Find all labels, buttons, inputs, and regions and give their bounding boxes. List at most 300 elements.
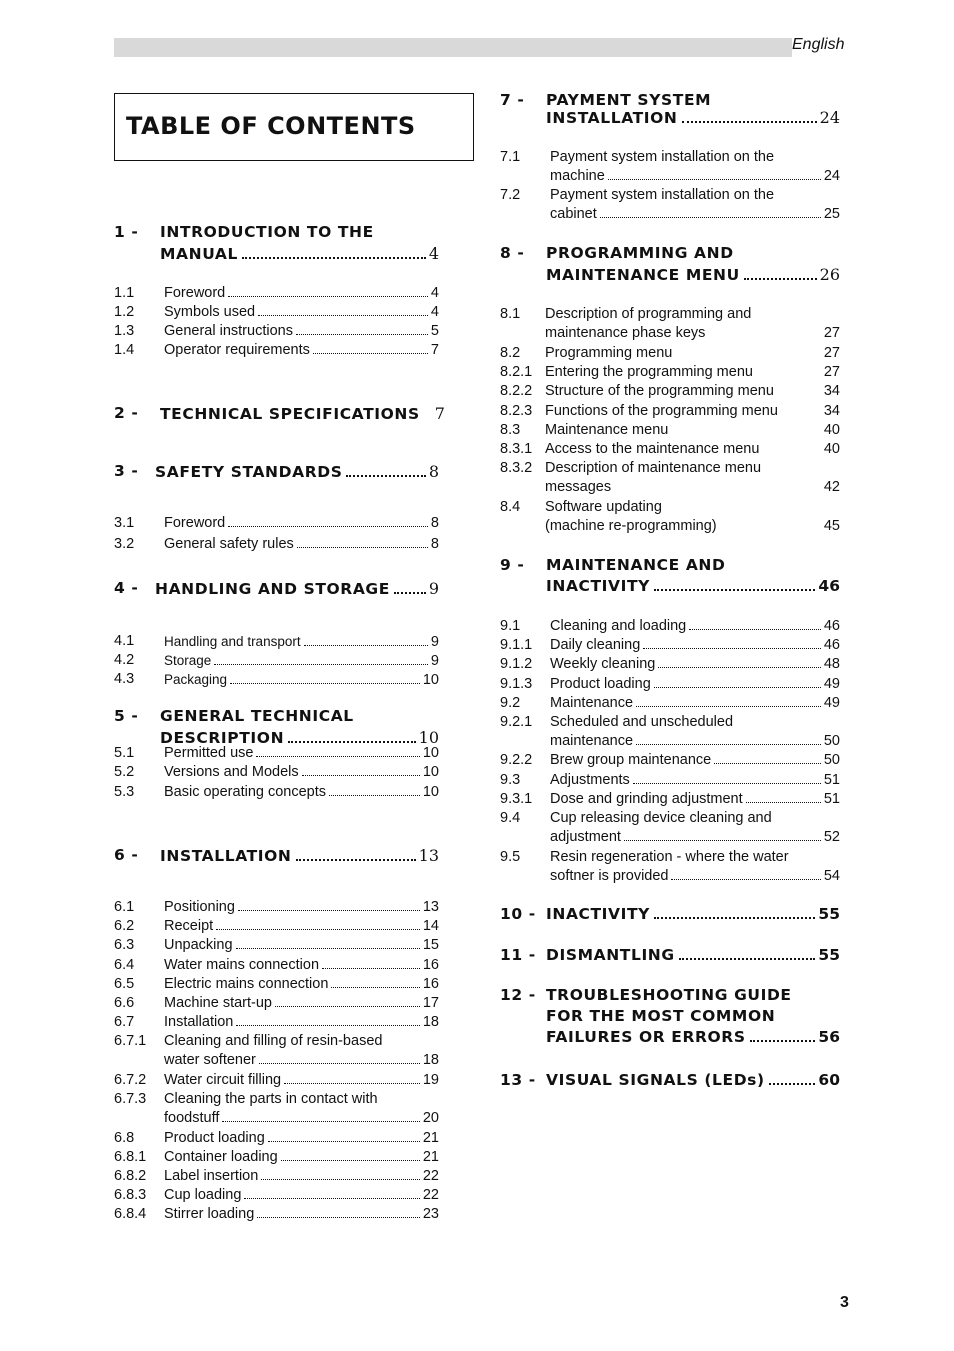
toc-entry: [500, 751, 840, 770]
toc-section: [114, 578, 439, 600]
entry-title-block: [550, 771, 840, 790]
entry-number: 6.1: [114, 899, 135, 915]
section-page: 55: [818, 905, 840, 923]
leader-dots: [281, 1160, 420, 1161]
leader-dots: [296, 334, 428, 335]
section-leader-line: [546, 1027, 840, 1048]
entry-number: 9.1: [500, 618, 521, 634]
section-title-block: [160, 222, 439, 265]
entry-title-block: [164, 1013, 439, 1032]
section-number: 4 -: [114, 579, 139, 597]
toc-entry: [114, 322, 439, 341]
entry-title: Daily cleaning: [550, 637, 641, 653]
entry-title: Storage: [164, 653, 212, 668]
entry-number: 6.4: [114, 957, 135, 973]
entry-page: 9: [430, 653, 439, 669]
entry-title-line: Software updating: [545, 499, 662, 515]
toc-entry: [114, 651, 439, 671]
entry-number: 9.3.1: [500, 791, 533, 807]
entry-page: 19: [422, 1072, 439, 1088]
entry-number: 9.1.2: [500, 656, 533, 672]
entry-page: 34: [823, 403, 840, 419]
section-title: TECHNICAL SPECIFICATIONS: [160, 405, 420, 423]
leader-dots: [682, 121, 817, 123]
entry-title-block: [164, 1071, 439, 1090]
entry-number: 7.2: [500, 187, 521, 203]
entry-title-line: Scheduled and unscheduled: [550, 714, 734, 730]
section-title-line: FOR THE MOST COMMON: [546, 1007, 776, 1025]
leader-dots: [297, 547, 428, 548]
leader-dots: [394, 592, 426, 594]
entry-title: (machine re-programming): [545, 518, 717, 534]
entry-title: Product loading: [164, 1130, 265, 1146]
leader-dots: [679, 958, 816, 960]
leader-dots: [302, 775, 420, 776]
entry-number: 8.3.1: [500, 441, 533, 457]
entry-number: 9.2.2: [500, 752, 533, 768]
entry-number: 8.2.1: [500, 364, 533, 380]
section-page: 24: [819, 108, 840, 127]
section-title: DISMANTLING: [546, 946, 675, 964]
entry-number: 5.2: [114, 764, 135, 780]
section-page: 60: [818, 1071, 840, 1089]
entry-title-block: [164, 1186, 439, 1205]
leader-dots: [643, 648, 821, 649]
entry-title: Weekly cleaning: [550, 656, 656, 672]
section-page: 8: [428, 462, 439, 481]
entry-page: 8: [430, 515, 439, 531]
entry-number: 6.7: [114, 1014, 135, 1030]
toc-entry: [114, 535, 439, 554]
section-title-line: PAYMENT SYSTEM: [546, 91, 712, 109]
section-title-line: TROUBLESHOOTING GUIDE: [546, 986, 792, 1004]
leader-dots: [288, 741, 415, 743]
entry-title: cabinet: [550, 206, 597, 222]
toc-entry: [500, 402, 840, 421]
toc-entry: [500, 636, 840, 655]
entry-number: 9.1.3: [500, 676, 533, 692]
toc-entry: [500, 363, 840, 382]
section-title: FAILURES OR ERRORS: [546, 1028, 746, 1046]
entry-title-block: [550, 713, 840, 751]
section-number: 8 -: [500, 244, 525, 262]
toc-entry: [114, 303, 439, 322]
entry-page: 21: [422, 1149, 439, 1165]
entry-leader-line: [164, 1148, 439, 1167]
entry-leader-line: [545, 421, 840, 440]
leader-dots: [238, 910, 420, 911]
entry-number: 6.8.3: [114, 1187, 147, 1203]
entry-page: 16: [422, 976, 439, 992]
entry-leader-line: [164, 1186, 439, 1205]
entry-title: Symbols used: [164, 304, 256, 320]
entry-leader-line: [550, 167, 840, 186]
section-leader-line: [546, 1070, 840, 1091]
toc-entry: [114, 1071, 439, 1090]
section-page: 13: [418, 846, 439, 865]
entry-number: 9.2.1: [500, 714, 533, 730]
entry-title: water softener: [164, 1052, 256, 1068]
toc-entry: [114, 936, 439, 955]
entry-title: Dose and grinding adjustment: [550, 791, 743, 807]
toc-section: [500, 1070, 840, 1091]
entry-title: foodstuff: [164, 1110, 220, 1126]
leader-dots: [228, 526, 428, 527]
entry-title: Brew group maintenance: [550, 752, 712, 768]
entry-page: 10: [422, 672, 439, 688]
leader-dots: [296, 859, 416, 861]
entry-title: Versions and Models: [164, 764, 299, 780]
section-title-block: [546, 243, 840, 286]
toc-entry: [114, 1129, 439, 1148]
entry-title-block: [164, 917, 439, 936]
entry-title: Basic operating concepts: [164, 784, 327, 800]
entry-title-block: [545, 363, 840, 382]
entry-number: 8.1: [500, 306, 521, 322]
entry-title-block: [164, 535, 439, 554]
entry-leader-line: [164, 651, 439, 671]
section-title-block: [546, 904, 840, 925]
entry-title: Stirrer loading: [164, 1206, 255, 1222]
leader-dots: [654, 589, 815, 591]
entry-page: 40: [823, 441, 840, 457]
section-title: INACTIVITY: [546, 577, 651, 595]
entry-leader-line: [550, 732, 840, 751]
entry-title-block: [545, 498, 840, 536]
toc-section: [500, 92, 840, 127]
entry-title-line: Cleaning and filling of resin-based: [164, 1033, 383, 1049]
leader-dots: [654, 687, 821, 688]
leader-dots: [600, 217, 821, 218]
entry-page: 49: [823, 676, 840, 692]
leader-dots: [322, 968, 420, 969]
section-title-block: [160, 403, 445, 425]
entry-title-block: [164, 651, 439, 671]
entry-title: maintenance: [550, 733, 634, 749]
toc-entry: [114, 1090, 439, 1128]
entry-title: Permitted use: [164, 745, 254, 761]
entry-title: Machine start-up: [164, 995, 272, 1011]
entry-page: 23: [422, 1206, 439, 1222]
toc-entry: [500, 498, 840, 536]
entry-number: 8.2: [500, 345, 521, 361]
entry-number: 9.4: [500, 810, 521, 826]
entry-title-block: [545, 402, 840, 421]
toc-entry: [114, 670, 439, 690]
entry-number: 1.3: [114, 323, 135, 339]
entry-number: 4.1: [114, 633, 135, 649]
toc-entry: [500, 675, 840, 694]
entry-leader-line: [550, 790, 840, 809]
toc-entry: [114, 917, 439, 936]
entry-leader-line: [164, 1071, 439, 1090]
toc-entry: [114, 284, 439, 303]
toc-entry: [114, 898, 439, 917]
leader-dots: [236, 1025, 420, 1026]
leader-dots: [744, 278, 817, 280]
entry-number: 8.2.2: [500, 383, 533, 399]
entry-page: 7: [430, 342, 439, 358]
entry-leader-line: [164, 917, 439, 936]
toc-title: TABLE OF CONTENTS: [126, 112, 416, 140]
leader-dots: [769, 1083, 816, 1085]
entry-leader-line: [164, 956, 439, 975]
leader-dots: [214, 664, 428, 665]
entry-title-block: [164, 1167, 439, 1186]
entry-page: 10: [422, 745, 439, 761]
toc-title-box: [114, 93, 474, 161]
toc-entry: [500, 421, 840, 440]
section-number: 2 -: [114, 404, 139, 422]
section-title: INSTALLATION: [546, 109, 678, 127]
entry-page: 51: [823, 772, 840, 788]
toc-entry: [500, 148, 840, 186]
toc-entry: [114, 994, 439, 1013]
header-bar: [114, 38, 792, 57]
toc-entry: [114, 975, 439, 994]
entry-number: 6.7.3: [114, 1091, 147, 1107]
section-title-block: [155, 461, 439, 483]
toc-entry: [500, 382, 840, 401]
section-title-block: [546, 985, 840, 1048]
entry-number: 3.1: [114, 515, 135, 531]
entry-leader-line: [545, 402, 840, 421]
entry-title-block: [164, 303, 439, 322]
entry-title: Installation: [164, 1014, 234, 1030]
entry-page: 48: [823, 656, 840, 672]
entry-title-block: [164, 936, 439, 955]
toc-entry: [114, 1186, 439, 1205]
leader-dots: [261, 1179, 420, 1180]
entry-leader-line: [164, 322, 439, 341]
entry-title-block: [164, 341, 439, 360]
entry-title-block: [550, 148, 840, 186]
entry-title-block: [164, 1129, 439, 1148]
leader-dots: [257, 1217, 420, 1218]
toc-section: [114, 222, 439, 265]
entry-title: Foreword: [164, 515, 226, 531]
section-leader-line: [155, 461, 439, 483]
entry-title: Label insertion: [164, 1168, 259, 1184]
section-page: 9: [428, 579, 439, 598]
leader-dots: [331, 987, 419, 988]
entry-title-block: [550, 655, 840, 674]
entry-title-block: [550, 751, 840, 770]
entry-leader-line: [164, 632, 439, 652]
entry-title: Container loading: [164, 1149, 278, 1165]
entry-number: 6.8.1: [114, 1149, 147, 1165]
entry-number: 8.2.3: [500, 403, 533, 419]
entry-title-block: [164, 994, 439, 1013]
entry-leader-line: [545, 517, 840, 536]
section-title-block: [546, 945, 840, 966]
entry-leader-line: [545, 440, 840, 459]
toc-entry: [114, 632, 439, 652]
entry-title: Water circuit filling: [164, 1072, 282, 1088]
entry-number: 8.3.2: [500, 460, 533, 476]
entry-title: Foreword: [164, 285, 226, 301]
leader-dots: [304, 645, 428, 646]
entry-leader-line: [550, 828, 840, 847]
leader-dots: [746, 802, 821, 803]
toc-entry: [114, 1148, 439, 1167]
entry-title: Cleaning and loading: [550, 618, 687, 634]
section-page: 56: [818, 1028, 840, 1046]
entry-title: General safety rules: [164, 536, 294, 552]
leader-dots: [636, 744, 821, 745]
entry-page: 49: [823, 695, 840, 711]
toc-entry: [114, 956, 439, 975]
leader-dots: [654, 917, 815, 919]
section-title: HANDLING AND STORAGE: [155, 580, 390, 598]
entry-page: 10: [422, 784, 439, 800]
leader-dots: [259, 1063, 420, 1064]
entry-number: 6.3: [114, 937, 135, 953]
entry-title-block: [550, 694, 840, 713]
entry-title: Programming menu: [545, 345, 673, 361]
entry-title-block: [164, 1148, 439, 1167]
toc-entry: [500, 771, 840, 790]
toc-section: [500, 904, 840, 925]
entry-title-block: [164, 1205, 439, 1224]
entry-number: 6.8.4: [114, 1206, 147, 1222]
entry-page: 18: [422, 1052, 439, 1068]
entry-title-block: [164, 322, 439, 341]
section-number: 9 -: [500, 556, 525, 574]
entry-page: 50: [823, 733, 840, 749]
leader-dots: [256, 756, 419, 757]
entry-leader-line: [164, 1205, 439, 1224]
entry-title-block: [164, 670, 439, 690]
entry-number: 6.7.2: [114, 1072, 147, 1088]
entry-title-block: [164, 284, 439, 303]
leader-dots: [284, 1083, 420, 1084]
leader-dots: [236, 948, 420, 949]
entry-number: 9.1.1: [500, 637, 533, 653]
entry-title-block: [164, 956, 439, 975]
entry-number: 5.3: [114, 784, 135, 800]
entry-title-block: [550, 617, 840, 636]
toc-entry: [500, 694, 840, 713]
toc-section: [114, 461, 439, 483]
entry-leader-line: [550, 655, 840, 674]
leader-dots: [608, 179, 821, 180]
toc-section: [114, 403, 445, 425]
entry-title: Access to the maintenance menu: [545, 441, 760, 457]
leader-dots: [689, 629, 821, 630]
entry-page: 5: [430, 323, 439, 339]
leader-dots: [216, 929, 420, 930]
entry-title: Structure of the programming menu: [545, 383, 774, 399]
entry-title-block: [545, 421, 840, 440]
toc-entry: [500, 848, 840, 886]
entry-leader-line: [164, 994, 439, 1013]
entry-title-block: [550, 186, 840, 224]
entry-title-block: [164, 744, 439, 763]
toc-section: [500, 243, 840, 286]
entry-page: 54: [823, 868, 840, 884]
entry-title: Positioning: [164, 899, 235, 915]
entry-page: 42: [823, 479, 840, 495]
leader-dots: [313, 353, 428, 354]
entry-number: 9.2: [500, 695, 521, 711]
entry-leader-line: [164, 284, 439, 303]
entry-title-line: Cup releasing device cleaning and: [550, 810, 772, 826]
entry-leader-line: [164, 1167, 439, 1186]
entry-leader-line: [164, 763, 439, 782]
section-title: VISUAL SIGNALS (LEDs): [546, 1071, 765, 1089]
entry-leader-line: [164, 303, 439, 322]
entry-number: 1.1: [114, 285, 135, 301]
entry-page: 24: [823, 168, 840, 184]
leader-dots: [230, 683, 420, 684]
entry-page: 16: [422, 957, 439, 973]
entry-leader-line: [164, 1129, 439, 1148]
entry-number: 6.2: [114, 918, 135, 934]
entry-title-block: [164, 975, 439, 994]
section-leader-line: [546, 904, 840, 925]
section-title-line: INTRODUCTION TO THE: [160, 223, 374, 241]
entry-number: 8.4: [500, 499, 521, 515]
entry-page: 27: [823, 345, 840, 361]
section-number: 5 -: [114, 707, 139, 725]
leader-dots: [750, 1040, 816, 1042]
entry-leader-line: [164, 341, 439, 360]
toc-entry: [114, 1013, 439, 1032]
entry-page: 9: [430, 634, 439, 650]
toc-entry: [114, 1205, 439, 1224]
entry-leader-line: [550, 675, 840, 694]
entry-page: 52: [823, 829, 840, 845]
language-label: English: [792, 36, 845, 53]
entry-page: 46: [823, 618, 840, 634]
toc-section: [114, 845, 439, 867]
entry-title: maintenance phase keys: [545, 325, 706, 341]
section-page: 46: [818, 577, 840, 595]
entry-title-line: Payment system installation on the: [550, 149, 775, 165]
leader-dots: [346, 475, 425, 477]
leader-dots: [671, 879, 820, 880]
leader-dots: [658, 667, 821, 668]
entry-title: Maintenance menu: [545, 422, 669, 438]
entry-title-block: [545, 382, 840, 401]
entry-page: 25: [823, 206, 840, 222]
entry-leader-line: [545, 324, 840, 343]
leader-dots: [624, 840, 821, 841]
section-number: 6 -: [114, 846, 139, 864]
section-leader-line: [546, 576, 840, 597]
leader-dots: [258, 315, 428, 316]
entry-title: adjustment: [550, 829, 621, 845]
toc-entry: [500, 713, 840, 751]
page-number: 3: [840, 1294, 849, 1311]
section-number: 7 -: [500, 91, 525, 109]
entry-number: 9.5: [500, 849, 521, 865]
entry-page: 21: [422, 1130, 439, 1146]
section-page: 7: [434, 404, 445, 423]
entry-number: 6.6: [114, 995, 135, 1011]
toc-section: [500, 985, 840, 1048]
entry-leader-line: [545, 344, 840, 363]
entry-page: 27: [823, 364, 840, 380]
section-number: 11 -: [500, 946, 536, 964]
entry-page: 50: [823, 752, 840, 768]
entry-leader-line: [550, 205, 840, 224]
section-title-block: [546, 92, 840, 127]
entry-leader-line: [164, 1109, 439, 1128]
toc-entry: [500, 186, 840, 224]
entry-title: softner is provided: [550, 868, 669, 884]
